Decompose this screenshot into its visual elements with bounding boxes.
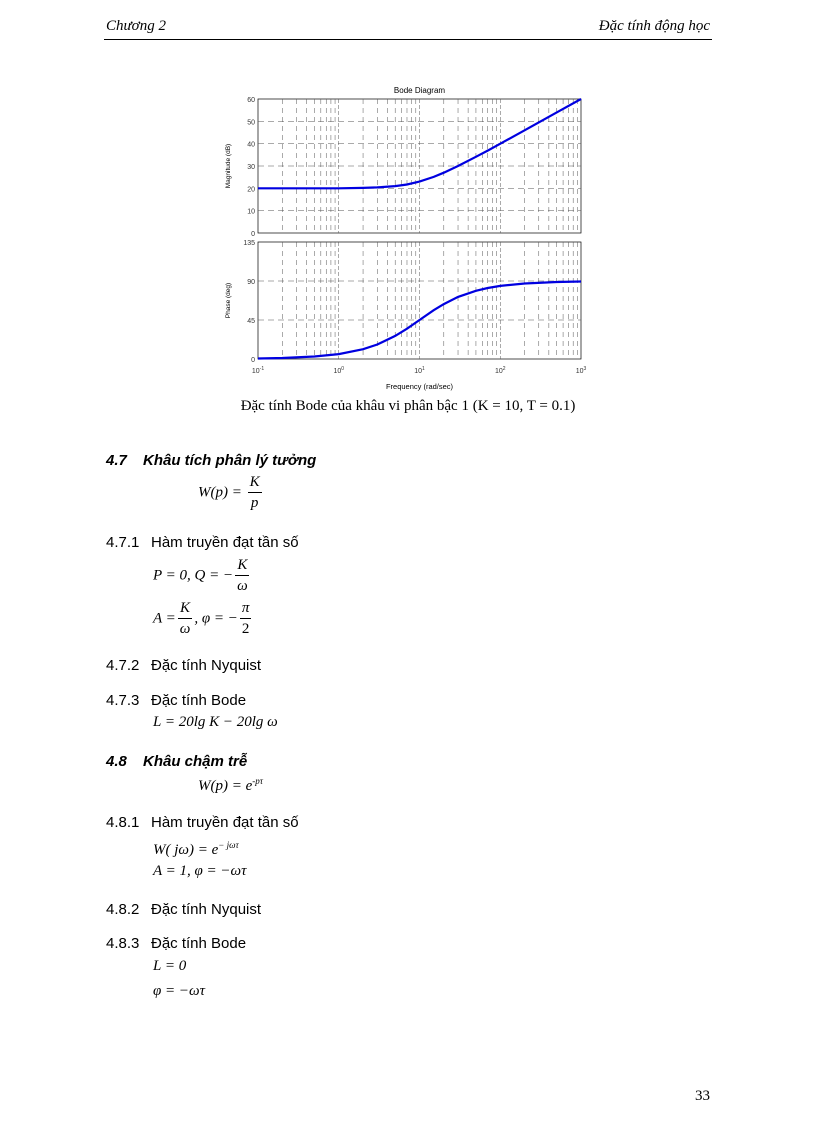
eq-numerator: K: [248, 474, 262, 493]
subsection-4-8-1-heading: [106, 814, 299, 831]
phase-y-tick-label: 45: [247, 318, 255, 325]
eq-lhs: P = 0, Q = −: [153, 567, 234, 584]
equation-phi-delay: φ = −ωτ: [153, 983, 206, 999]
equation-l-zero: L = 0: [153, 958, 187, 974]
section-number: 4.7: [106, 452, 127, 469]
eq-lhs: W( jω) = e: [153, 842, 219, 858]
eq-lhs: W(p) =: [198, 484, 242, 501]
eq-exponent: -pτ: [252, 776, 263, 786]
subsection-number: 4.8.1: [106, 814, 140, 831]
subsection-title: Hàm truyền đạt tần số: [151, 814, 299, 831]
section-4-8-heading: [106, 753, 247, 770]
phase-y-tick-label: 135: [243, 240, 255, 247]
equation-w-p-integrator: [198, 474, 264, 512]
subsection-4-8-2-heading: [106, 901, 261, 918]
x-tick-label: $10^1$: [414, 366, 425, 375]
subsection-number: 4.8.2: [106, 901, 140, 918]
magnitude-y-tick-label: 20: [247, 186, 255, 194]
eq-denominator: p: [250, 495, 259, 511]
subsection-4-8-3-heading: [106, 935, 246, 952]
x-tick-label: $10^2$: [494, 366, 506, 375]
subsection-title: Đặc tính Bode: [151, 935, 247, 952]
magnitude-y-tick-label: 0: [251, 231, 255, 238]
phase-y-tick-label: 0: [251, 357, 255, 364]
eq-denominator: 2: [241, 621, 250, 637]
magnitude-y-tick-label: 30: [247, 164, 255, 171]
running-header-chapter: Chương 2: [106, 18, 166, 34]
eq-denominator: ω: [179, 621, 191, 637]
subsection-4-7-1-heading: [106, 534, 299, 551]
equation-w-p-delay: [198, 776, 263, 795]
x-tick-label: $10^0$: [333, 366, 345, 375]
magnitude-y-tick-label: 10: [247, 208, 255, 216]
subsection-number: 4.7.3: [106, 692, 140, 709]
page-number: 33: [695, 1088, 710, 1104]
subsection-number: 4.7.2: [106, 657, 140, 674]
eq-numerator: K: [235, 557, 249, 576]
figure-caption: Đặc tính Bode của khâu vi phân bậc 1 (K = 10, T = 0.1): [240, 398, 576, 414]
eq-phi-lhs: , φ = −: [194, 610, 238, 627]
magnitude-y-tick-label: 40: [247, 141, 255, 149]
x-tick-label: $10^{-1}$: [251, 366, 265, 375]
eq-numerator: π: [240, 600, 252, 619]
subsection-title: Đặc tính Nyquist: [151, 901, 262, 918]
subsection-number: 4.7.1: [106, 534, 140, 551]
section-number: 4.8: [106, 753, 127, 770]
equation-p-q: [153, 557, 252, 595]
magnitude-y-tick-label: 60: [247, 97, 255, 104]
eq-lhs: A =: [153, 610, 176, 627]
eq-denominator: ω: [237, 578, 248, 594]
subsection-number: 4.8.3: [106, 935, 140, 952]
section-4-7-heading: [106, 452, 316, 469]
phase-y-axis-label: Phase (deg): [225, 282, 232, 319]
bode-diagram-figure: [200, 80, 600, 395]
phase-y-tick-label: 90: [247, 279, 255, 286]
subsection-title: Hàm truyền đạt tần số: [151, 534, 299, 551]
eq-lhs: W(p) = e: [198, 778, 253, 794]
x-axis-label: Frequency (rad/sec): [385, 382, 454, 391]
chart-title: Bode Diagram: [393, 86, 446, 95]
x-tick-label: $10^3$: [575, 366, 587, 375]
magnitude-y-axis-label: Magnitude (dB): [225, 143, 232, 189]
section-title: Khâu chậm trễ: [143, 753, 248, 770]
eq-exponent: − jωτ: [218, 840, 239, 850]
subsection-4-7-2-heading: [106, 657, 261, 674]
equation-w-jomega: [153, 840, 239, 859]
eq-numerator: K: [178, 600, 192, 619]
equation-a-phi: [153, 600, 253, 638]
equation-a-phi-delay: A = 1, φ = −ωτ: [153, 863, 247, 879]
running-header-title: Đặc tính động học: [598, 18, 710, 34]
subsection-title: Đặc tính Bode: [151, 692, 247, 709]
equation-l-integrator: L = 20lg K − 20lg ω: [153, 714, 278, 730]
subsection-4-7-3-heading: [106, 692, 246, 709]
subsection-title: Đặc tính Nyquist: [151, 657, 262, 674]
header-rule: [104, 39, 712, 40]
magnitude-y-tick-label: 50: [247, 119, 255, 127]
section-title: Khâu tích phân lý tưởng: [143, 452, 317, 469]
